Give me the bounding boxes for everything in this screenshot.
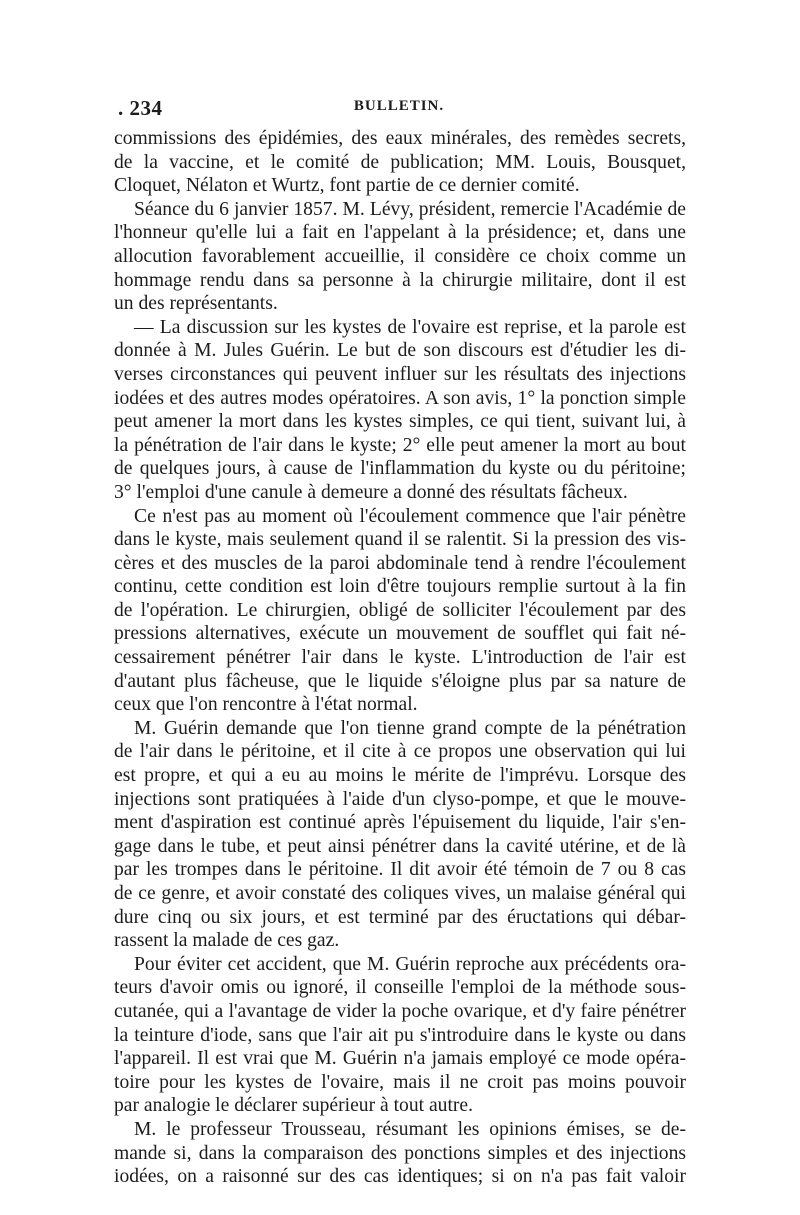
text-line: Pour éviter cet accident, que M. Guérin reproche aux précédents ora- <box>134 953 686 975</box>
body-text <box>114 127 686 1189</box>
text-line: peut amener la mort dans les kystes simples, ce qui tient, suivant lui, à <box>114 411 686 433</box>
text-line: par analogie le déclarer supérieur à tout autre. <box>114 1095 474 1117</box>
text-line: Séance du 6 janvier 1857. M. Lévy, président, remercie l'Académie de <box>134 198 686 220</box>
text-line: ceux que l'on rencontre à l'état normal. <box>114 694 418 716</box>
text-line: pressions alternatives, exécute un mouvement de soufflet qui fait né- <box>114 623 686 645</box>
text-line: M. le professeur Trousseau, résumant les opinions émises, se de- <box>134 1118 686 1140</box>
text-line: de quelques jours, à cause de l'inflammation du kyste ou du péritoine; <box>114 458 686 480</box>
text-line: l'honneur qu'elle lui a fait en l'appelant à la présidence; et, dans une <box>114 222 686 244</box>
text-line: cessairement pénétrer l'air dans le kyste. L'introduction de l'air est <box>114 647 686 669</box>
text-line: injections sont pratiquées à l'aide d'un clyso-pompe, et que le mouve- <box>114 788 686 810</box>
text-line: iodées et des autres modes opératoires. A son avis, 1° la ponction simple <box>114 387 686 409</box>
text-line: verses circonstances qui peuvent influer sur les résultats des injections <box>114 363 686 385</box>
text-line: l'appareil. Il est vrai que M. Guérin n'a jamais employé ce mode opéra- <box>114 1048 686 1070</box>
text-line: M. Guérin demande que l'on tienne grand compte de la pénétration <box>134 717 686 739</box>
text-line: rassent la malade de ces gaz. <box>114 930 340 952</box>
text-line: mande si, dans la comparaison des ponctions simples et des injections <box>114 1142 686 1164</box>
text-line: hommage rendu dans sa personne à la chirurgie militaire, dont il est <box>114 269 686 291</box>
text-line: Ce n'est pas au moment où l'écoulement commence que l'air pénètre <box>134 505 686 527</box>
text-line: d'autant plus fâcheuse, que le liquide s'éloigne plus par sa nature de <box>114 670 686 692</box>
text-line: un des représentants. <box>114 293 278 315</box>
text-line: — La discussion sur les kystes de l'ovaire est reprise, et la parole est <box>134 316 686 338</box>
text-line: de l'air dans le péritoine, et il cite à ce propos une observation qui lui <box>114 741 686 763</box>
text-line: dans le kyste, mais seulement quand il se ralentit. Si la pression des vis- <box>114 529 686 551</box>
text-line: de la vaccine, et le comité de publication; MM. Louis, Bousquet, <box>114 151 686 173</box>
text-line: de ce genre, et avoir constaté des coliques vives, un malaise général qui <box>114 883 686 904</box>
text-line: ment d'aspiration est continué après l'épuisement du liquide, l'air s'en- <box>114 812 686 834</box>
text-line: la teinture d'iode, sans que l'air ait pu s'introduire dans le kyste ou dans <box>114 1024 686 1046</box>
text-line: de l'opération. Le chirurgien, obligé de solliciter l'écoulement par des <box>114 599 686 621</box>
text-line: Cloquet, Nélaton et Wurtz, font partie de ce dernier comité. <box>114 175 580 197</box>
text-line: allocution favorablement accueillie, il considère ce choix comme un <box>114 245 686 267</box>
text-line: commissions des épidémies, des eaux minérales, des remèdes secrets, <box>114 128 686 149</box>
text-line: 3° l'emploi d'une canule à demeure a donné des résultats fâcheux. <box>114 481 628 503</box>
text-line: iodées, on a raisonné sur des cas identiques; si on n'a pas fait valoir <box>114 1166 686 1188</box>
text-line: continu, cette condition est loin d'être toujours remplie surtout à la fin <box>114 576 686 598</box>
text-line: cères et des muscles de la paroi abdominale tend à rendre l'écoulement <box>114 552 686 574</box>
text-line: toire pour les kystes de l'ovaire, mais il ne croit pas moins pouvoir <box>114 1071 686 1093</box>
text-line: cutanée, qui a l'avantage de vider la poche ovarique, et d'y faire pénétrer <box>114 1000 686 1022</box>
text-line: gage dans le tube, et peut ainsi pénétrer dans la cavité utérine, et de là <box>114 835 686 857</box>
text-line: donnée à M. Jules Guérin. Le but de son discours est d'étudier les di- <box>114 340 686 362</box>
text-line: la pénétration de l'air dans le kyste; 2° elle peut amener la mort au bout <box>114 434 686 456</box>
text-line: dure cinq ou six jours, et est terminé par des éructations qui débar- <box>114 906 686 928</box>
text-line: est propre, et qui a eu au moins le mérite de l'imprévu. Lorsque des <box>114 765 686 787</box>
text-line: teurs d'avoir omis ou ignoré, il conseille l'emploi de la méthode sous- <box>114 977 686 999</box>
page-header <box>112 96 686 122</box>
running-title: BULLETIN. <box>353 98 445 114</box>
text-line: par les trompes dans le péritoine. Il dit avoir été témoin de 7 ou 8 cas <box>114 859 686 881</box>
page-number: . 234 <box>118 96 163 120</box>
